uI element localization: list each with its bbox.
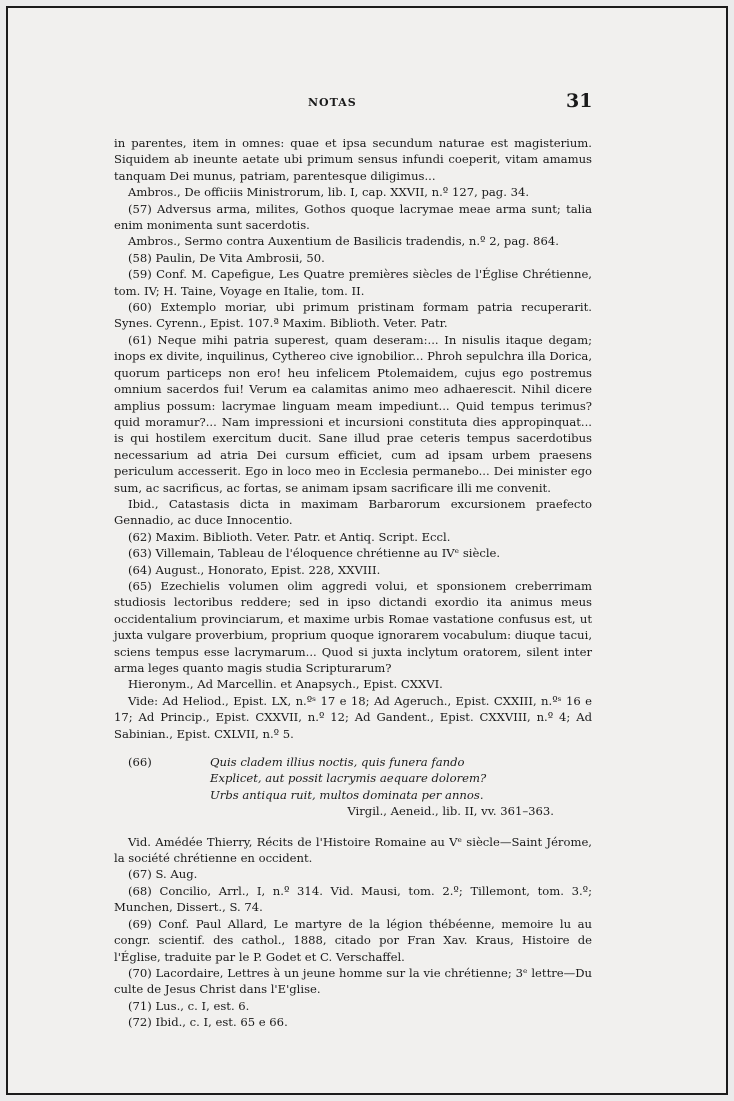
poem-line: Quis cladem illius noctis, quis funera fando	[210, 755, 465, 770]
footnote-paragraph: Ibid., Catastasis dicta in maximam Barbarorum excursionem praefecto Gennadio, ac duce Innocentio.	[114, 496, 592, 528]
footnote-paragraph: (61) Neque mihi patria superest, quam deseram:... In nisulis itaque degam; inops ex divite, inquilinus, Cythereo cive ignobilior... Phroh sepulchra illa Dorica, quorum particeps non ero! heu infelicem Ptolemaidem, cujus ego postremus omnium sacerdos fui! Verum ea calamitas animo meo adhaerescit. Nihil dicere amplius possum: lacrymae linguam meam impediunt... Quid tempus terimus? quid moramur?... Nam impressioni et incursioni constituta dies appropinquat... is qui hostilem exercitum ducit. Sane illud prae ceteris tempus sacerdotibus necessarium ad atria Dei cursum efficiet, cum ad ipsam urbem praesens periculum accesserit. Ego in loco meo in Ecclesia permanebo... Dei minister ego sum, ac sacrificus, ac fortas, se animam ipsam sacrificare illi me convenit.	[114, 332, 592, 495]
footnote-paragraph: (59) Conf. M. Capefigue, Les Quatre premières siècles de l'Église Chrétienne, tom. IV; H. Taine, Voyage en Italie, tom. II.	[114, 267, 592, 298]
poem-lines	[210, 754, 592, 820]
footnote-paragraph: (69) Conf. Paul Allard, Le martyre de la légion thébéenne, memoire lu au congr. scientif. des cathol., 1888, citado por Fran Xav. Kraus, Histoire de l'Église, traduite par le P. Godet et C. Verschaffel.	[114, 916, 592, 964]
footnote-paragraph: Vide: Ad Heliod., Epist. LX, n.ºˢ 17 e 18; Ad Ageruch., Epist. CXXIII, n.ºˢ 16 e 17; Ad Princip., Epist. CXXVII, n.º 12; Ad Gandent., Epist. CXXVIII, n.º 4; Ad Sabinian., Epist. CXLVII, n.º 5.	[114, 693, 592, 741]
footnote-paragraph: (63) Villemain, Tableau de l'éloquence chrétienne au IVᵉ siècle.	[128, 546, 501, 561]
footnote-paragraph: (64) August., Honorato, Epist. 228, XXVIII.	[128, 562, 381, 577]
footnote-paragraph: Ambros., Sermo contra Auxentium de Basilicis tradendis, n.º 2, pag. 864.	[128, 234, 559, 249]
page-header	[8, 90, 726, 114]
poem-block	[114, 754, 592, 820]
footnote-paragraph: (57) Adversus arma, milites, Gothos quoque lacrymae meae arma sunt; talia enim monimenta sunt sacerdotis.	[114, 201, 592, 233]
poem-line: Urbs antiqua ruit, multos dominata per annos.	[210, 787, 484, 802]
notes-body	[114, 135, 592, 1031]
footnote-paragraph: (60) Extemplo moriar, ubi primum pristinam formam patria recuperarit. Synes. Cyrenn., Epist. 107.ª Maxim. Biblioth. Veter. Patr.	[114, 300, 592, 331]
page-number: 31	[566, 90, 593, 112]
footnote-paragraph: Hieronym., Ad Marcellin. et Anapsych., Epist. CXXVI.	[128, 677, 443, 692]
poem-note-number: (66)	[128, 755, 152, 770]
footnote-paragraph: (71) Lus., c. I, est. 6.	[128, 998, 250, 1013]
footnote-paragraph: (67) S. Aug.	[128, 867, 198, 882]
poem-line: Explicet, aut possit lacrymis aequare dolorem?	[210, 771, 487, 786]
running-head: NOTAS	[308, 96, 357, 109]
footnote-paragraph: (70) Lacordaire, Lettres à un jeune homme sur la vie chrétienne; 3ᵉ lettre—Du culte de Jesus Christ dans l'E'glise.	[114, 965, 592, 997]
footnote-paragraph: (58) Paulin, De Vita Ambrosii, 50.	[128, 250, 325, 265]
notes-list	[114, 135, 592, 742]
footnote-paragraph: Vid. Amédée Thierry, Récits de l'Histoire Romaine au Vᵉ siècle—Saint Jérome, la société chrétienne en occident.	[114, 834, 592, 866]
footnote-paragraph: (62) Maxim. Biblioth. Veter. Patr. et Antiq. Script. Eccl.	[128, 529, 451, 544]
footnote-paragraph: Ambros., De officiis Ministrorum, lib. I, cap. XXVII, n.º 127, pag. 34.	[128, 185, 530, 200]
footnote-paragraph: (65) Ezechielis volumen olim aggredi volui, et sponsionem creberrimam studiosis lectoribus reddere; sed in ipso dictandi exordio ita animus meus occidentalium provinciarum, et maxime urbis Romae vastatione confusus est, ut juxta vulgare proverbium, proprium quoque ignorarem vocabulum: diuque tacui, sciens tempus esse lacrymarum... Quod si juxta inclytum oratorem, silent inter arma leges quanto magis studia Scripturarum?	[114, 578, 592, 675]
book-page	[6, 6, 728, 1095]
footnote-paragraph: (68) Concilio, Arrl., I, n.º 314. Vid. Mausi, tom. 2.º; Tillemont, tom. 3.º; Munchen, Dissert., S. 74.	[114, 883, 592, 915]
notes-list-after	[114, 834, 592, 1031]
footnote-paragraph: in parentes, item in omnes: quae et ipsa secundum naturae est magisterium. Siquidem ab ineunte aetate ubi primum sensus infundi coeperit, vitam amamus tanquam Dei munus, patriam, parentesque diligimus...	[114, 136, 592, 183]
footnote-paragraph: (72) Ibid., c. I, est. 65 e 66.	[128, 1015, 288, 1030]
poem-citation: Virgil., Aeneid., lib. II, vv. 361–363.	[347, 804, 554, 819]
